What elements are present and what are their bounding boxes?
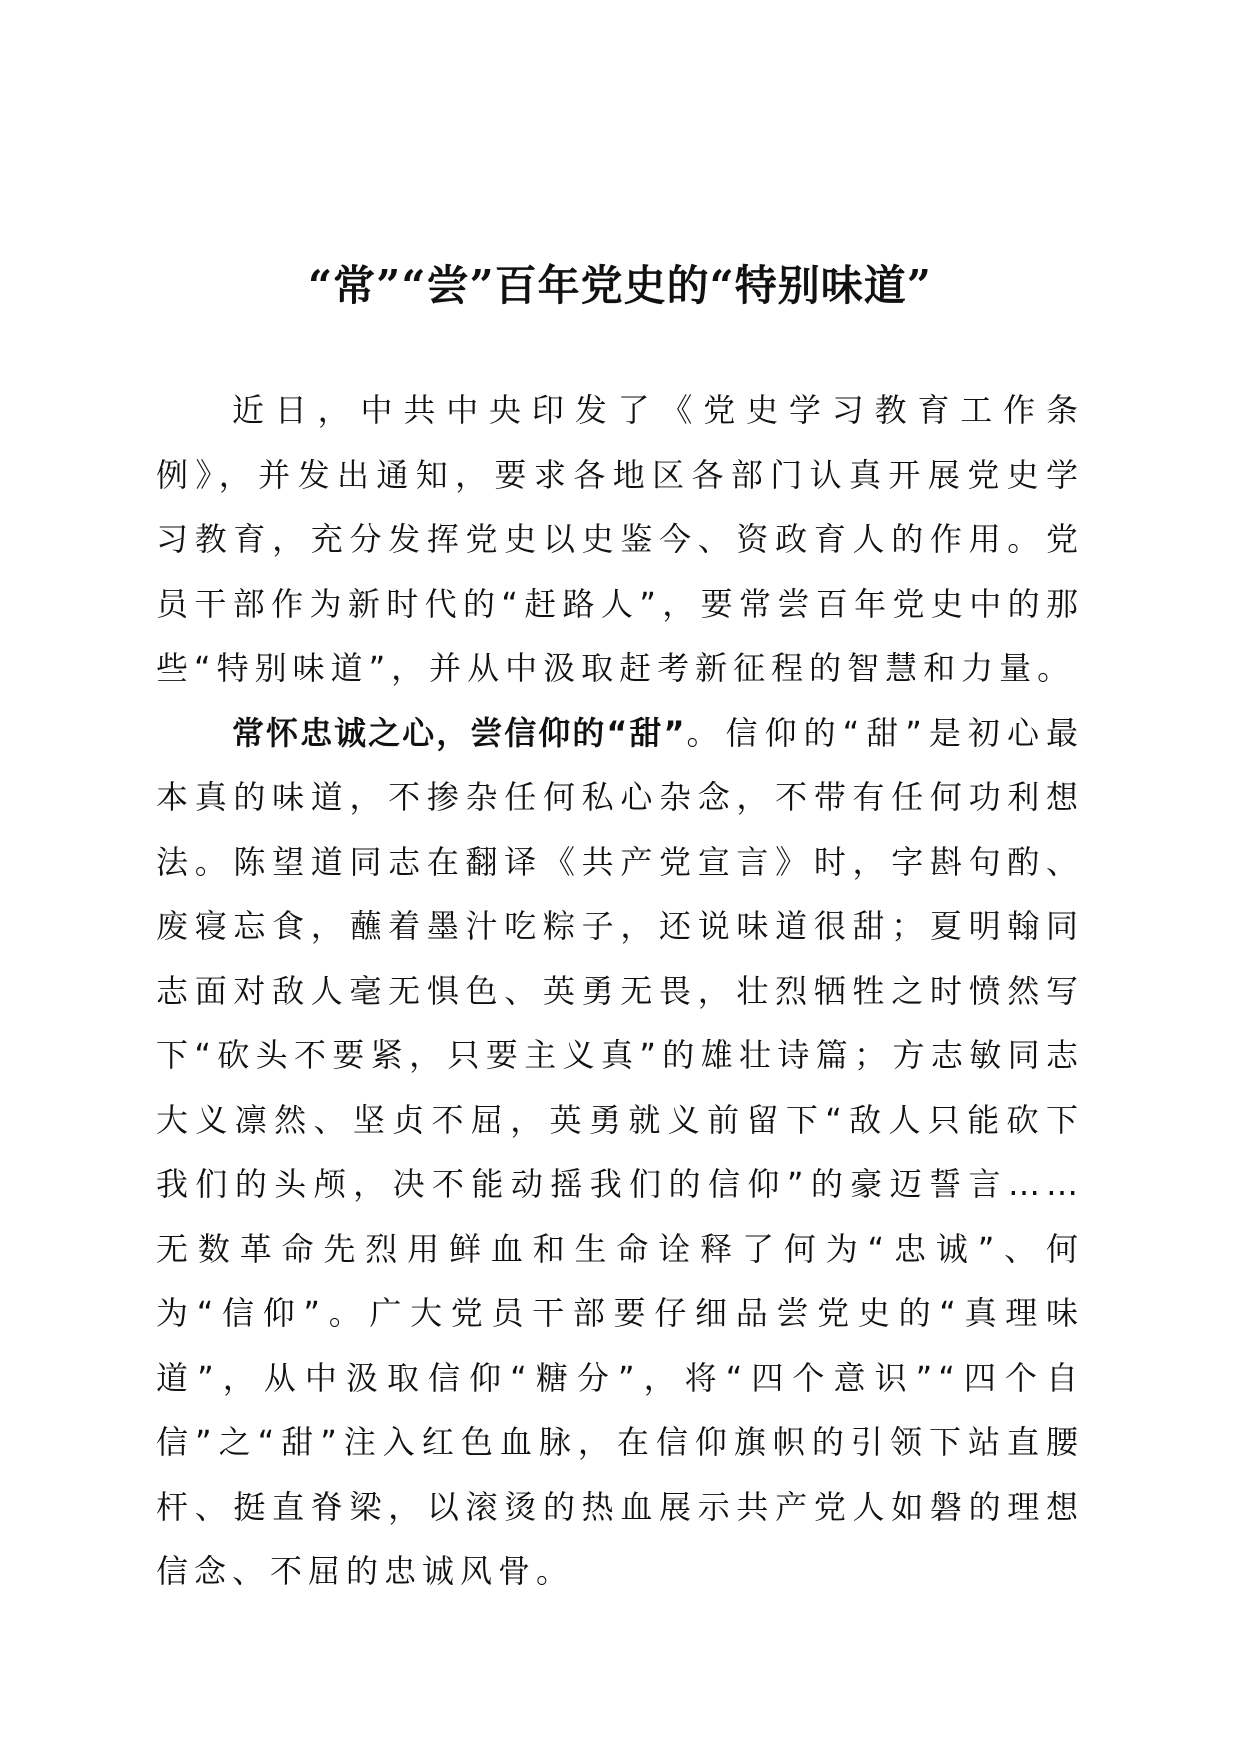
article-body (156, 378, 1084, 1604)
paragraph-faith (156, 701, 1084, 1604)
paragraph-faith-body: 。信仰的“甜”是初心最本真的味道，不掺杂任何私心杂念，不带有任何功利想法。陈望道同志在翻译《共产党宣言》时，字斟句酌、废寝忘食，蘸着墨汁吃粽子，还说味道很甜；夏明翰同志面对敌人毫无惧色、英勇无畏，壮烈牺牲之时愤然写下“砍头不要紧，只要主义真”的雄壮诗篇；方志敏同志大义凛然、坚贞不屈，英勇就义前留下“敌人只能砍下我们的头颅，决不能动摇我们的信仰”的豪迈誓言……无数革命先烈用鲜血和生命诠释了何为“忠诚”、何为“信仰”。广大党员干部要仔细品尝党史的“真理味道”，从中汲取信仰“糖分”，将“四个意识”“四个自信”之“甜”注入红色血脉，在信仰旗帜的引领下站直腰杆、挺直脊梁，以滚烫的热血展示共产党人如磐的理想信念、不屈的忠诚风骨。 (156, 713, 1084, 1590)
paragraph-lead-heading: 常怀忠诚之心，尝信仰的“甜” (232, 713, 686, 752)
page-title: “常”“尝”百年党史的“特别味道” (308, 261, 932, 310)
paragraph-intro: 近日，中共中央印发了《党史学习教育工作条例》，并发出通知，要求各地区各部门认真开展党史学习教育，充分发挥党史以史鉴今、资政育人的作用。党员干部作为新时代的“赶路人”，要常尝百年党史中的那些“特别味道”，并从中汲取赶考新征程的智慧和力量。 (156, 391, 1084, 687)
